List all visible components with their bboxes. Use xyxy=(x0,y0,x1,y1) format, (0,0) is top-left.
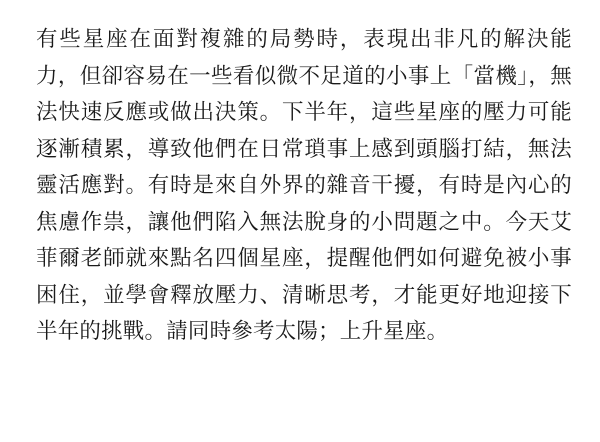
article-paragraph: 有些星座在面對複雜的局勢時，表現出非凡的解決能力，但卻容易在一些看似微不足道的小事上「當機」，無法快速反應或做出決策。下半年，這些星座的壓力可能逐漸積累，導致他們在日常瑣事上感到頭腦打結，無法靈活應對。有時是來自外界的雜音干擾，有時是內心的焦慮作祟，讓他們陷入無法脫身的小問題之中。今天艾菲爾老師就來點名四個星座，提醒他們如何避免被小事困住，並學會釋放壓力、清晰思考，才能更好地迎接下半年的挑戰。請同時參考太陽；上升星座。 xyxy=(36,27,572,344)
